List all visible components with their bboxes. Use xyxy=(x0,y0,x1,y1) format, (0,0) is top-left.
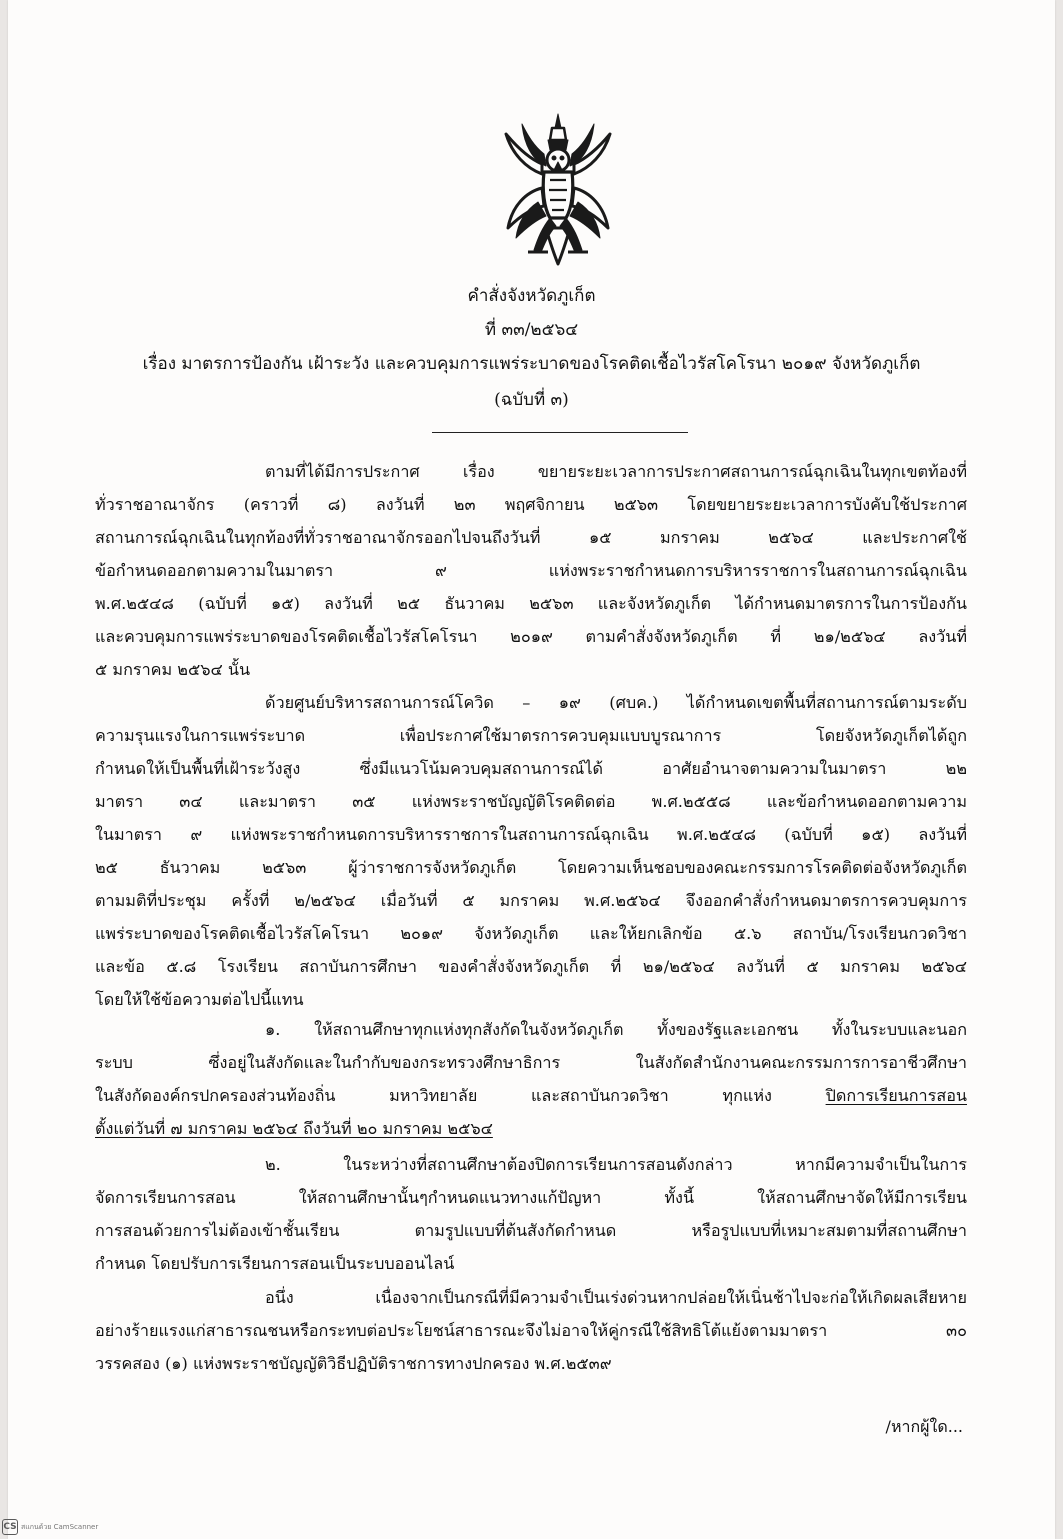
scanner-text: สแกนด้วย CamScanner xyxy=(21,1522,99,1531)
text-line: ๒๕ ธันวาคม ๒๕๖๓ ผู้ว่าราชการจังหวัดภูเก็ต โดยความเห็นชอบของคณะกรรมการโรคติดต่อจังหวัดภูเก็ต xyxy=(95,858,967,877)
text-line: สถานการณ์ฉุกเฉินในทุกท้องที่ทั่วราชอาณาจักรออกไปจนถึงวันที่ ๑๕ มกราคม ๒๕๖๔ และประกาศใช้ xyxy=(95,528,967,547)
text-line: จัดการเรียนการสอน ให้สถานศึกษานั้นๆกำหนดแนวทางแก้ปัญหา ทั้งนี้ ให้สถานศึกษาจัดให้มีการเรียน xyxy=(95,1188,967,1207)
camscanner-logo-icon: CS xyxy=(2,1519,18,1535)
text-line: พ.ศ.๒๕๔๘ (ฉบับที่ ๑๕) ลงวันที่ ๒๕ ธันวาคม ๒๕๖๓ และจังหวัดภูเก็ต ได้กำหนดมาตรการในการป้องกัน xyxy=(95,594,967,613)
text-line: มาตรา ๓๔ และมาตรา ๓๕ แห่งพระราชบัญญัติโรคติดต่อ พ.ศ.๒๕๕๘ และข้อกำหนดออกตามความ xyxy=(95,792,967,811)
paragraph-3 xyxy=(95,1013,967,1145)
text-line xyxy=(95,1079,967,1112)
paragraph-5 xyxy=(95,1281,967,1380)
text-line: อย่างร้ายแรงแก่สาธารณชนหรือกระทบต่อประโยชน์สาธารณะจึงไม่อาจให้คู่กรณีใช้สิทธิโต้แย้งตามมาตรา ๓๐ xyxy=(95,1321,967,1340)
text-line: ตามที่ได้มีการประกาศ เรื่อง ขยายระยะเวลาการประกาศสถานการณ์ฉุกเฉินในทุกเขตท้องที่ xyxy=(265,462,967,481)
title-divider xyxy=(432,432,688,433)
text-line xyxy=(95,1112,967,1145)
text-line: ในมาตรา ๙ แห่งพระราชกำหนดการบริหารราชการในสถานการณ์ฉุกเฉิน พ.ศ.๒๕๔๘ (ฉบับที่ ๑๕) ลงวันที่ xyxy=(95,825,967,844)
paragraph-1 xyxy=(95,455,967,686)
continuation-text: /หากผู้ใด... xyxy=(885,1417,963,1436)
text-line: โดยให้ใช้ข้อความต่อไปนี้แทน xyxy=(95,990,304,1009)
text-line: และควบคุมการแพร่ระบาดของโรคติดเชื้อไวรัสโคโรนา ๒๐๑๙ ตามคำสั่งจังหวัดภูเก็ต ที่ ๒๑/๒๕๖๔ ลงวันที่ xyxy=(95,627,967,646)
closure-underlined-text: ปิดการเรียนการสอน xyxy=(825,1086,967,1105)
document-issue: (ฉบับที่ ๓) xyxy=(494,390,569,410)
text-line: วรรคสอง (๑) แห่งพระราชบัญญัติวิธีปฏิบัติราชการทางปกครอง พ.ศ.๒๕๓๙ xyxy=(95,1354,612,1373)
text-line: อนึ่ง เนื่องจากเป็นกรณีที่มีความจำเป็นเร่งด่วนหากปล่อยให้เนิ่นช้าไปจะก่อให้เกิดผลเสียหาย xyxy=(265,1288,967,1307)
document-subject: เรื่อง มาตรการป้องกัน เฝ้าระวัง และควบคุมการแพร่ระบาดของโรคติดเชื้อไวรัสโคโรนา ๒๐๑๙ จังหวัดภูเก็ต xyxy=(142,354,921,374)
text-line: ข้อกำหนดออกตามความในมาตรา ๙ แห่งพระราชกำหนดการบริหารราชการในสถานการณ์ฉุกเฉิน xyxy=(95,561,967,580)
text-line: ระบบ ซึ่งอยู่ในสังกัดและในกำกับของกระทรวงศึกษาธิการ ในสังกัดสำนักงานคณะกรรมการการอาชีวศึกษา xyxy=(95,1053,967,1072)
text-line: ๕ มกราคม ๒๕๖๔ นั้น xyxy=(95,660,251,679)
document-title: คำสั่งจังหวัดภูเก็ต xyxy=(467,286,596,306)
text-line: กำหนด โดยปรับการเรียนการสอนเป็นระบบออนไลน์ xyxy=(95,1254,455,1273)
text-line: และข้อ ๕.๘ โรงเรียน สถาบันการศึกษา ของคำสั่งจังหวัดภูเก็ต ที่ ๒๑/๒๕๖๔ ลงวันที่ ๕ มกราคม ๒๕๖๔ xyxy=(95,957,967,976)
paragraph-2 xyxy=(95,686,967,1016)
text-line: ๒. ในระหว่างที่สถานศึกษาต้องปิดการเรียนการสอนดังกล่าว หากมีความจำเป็นในการ xyxy=(265,1155,967,1174)
text-line: ทั่วราชอาณาจักร (คราวที่ ๘) ลงวันที่ ๒๓ พฤศจิกายน ๒๕๖๓ โดยขยายระยะเวลาการบังคับใช้ประกาศ xyxy=(95,495,967,514)
text-line: ๑. ให้สถานศึกษาทุกแห่งทุกสังกัดในจังหวัดภูเก็ต ทั้งของรัฐและเอกชน ทั้งในระบบและนอก xyxy=(265,1020,967,1039)
text-line: ความรุนแรงในการแพร่ระบาด เพื่อประกาศใช้มาตรการควบคุมแบบบูรณาการ โดยจังหวัดภูเก็ตได้ถูก xyxy=(95,726,967,745)
text-line: ด้วยศูนย์บริหารสถานการณ์โควิด – ๑๙ (ศบค.) ได้กำหนดเขตพื้นที่สถานการณ์ตามระดับ xyxy=(265,693,967,712)
scanner-watermark xyxy=(2,1518,98,1536)
text-line: ตามมติที่ประชุม ครั้งที่ ๒/๒๕๖๔ เมื่อวันที่ ๕ มกราคม พ.ศ.๒๕๖๔ จึงออกคำสั่งกำหนดมาตรการควบคุมการ xyxy=(95,891,967,910)
text-line: การสอนด้วยการไม่ต้องเข้าชั้นเรียน ตามรูปแบบที่ต้นสังกัดกำหนด หรือรูปแบบที่เหมาะสมตามที่สถานศึกษา xyxy=(95,1221,967,1240)
garuda-emblem-icon xyxy=(498,110,618,270)
document-number: ที่ ๓๓/๒๕๖๔ xyxy=(484,320,579,340)
paragraph-4 xyxy=(95,1148,967,1280)
closure-dates-underlined-text: ตั้งแต่วันที่ ๗ มกราคม ๒๕๖๔ ถึงวันที่ ๒๐ มกราคม ๒๕๖๔ xyxy=(95,1119,493,1138)
text-line: กำหนดให้เป็นพื้นที่เฝ้าระวังสูง ซึ่งมีแนวโน้มควบคุมสถานการณ์ได้ อาศัยอำนาจตามความในมาตรา ๒๒ xyxy=(95,759,967,778)
text-segment: ในสังกัดองค์กรปกครองส่วนท้องถิ่น มหาวิทยาลัย และสถาบันกวดวิชา ทุกแห่ง xyxy=(95,1086,826,1105)
text-line: แพร่ระบาดของโรคติดเชื้อไวรัสโคโรนา ๒๐๑๙ จังหวัดภูเก็ต และให้ยกเลิกข้อ ๕.๖ สถาบัน/โรงเรียนกวดวิชา xyxy=(95,924,967,943)
